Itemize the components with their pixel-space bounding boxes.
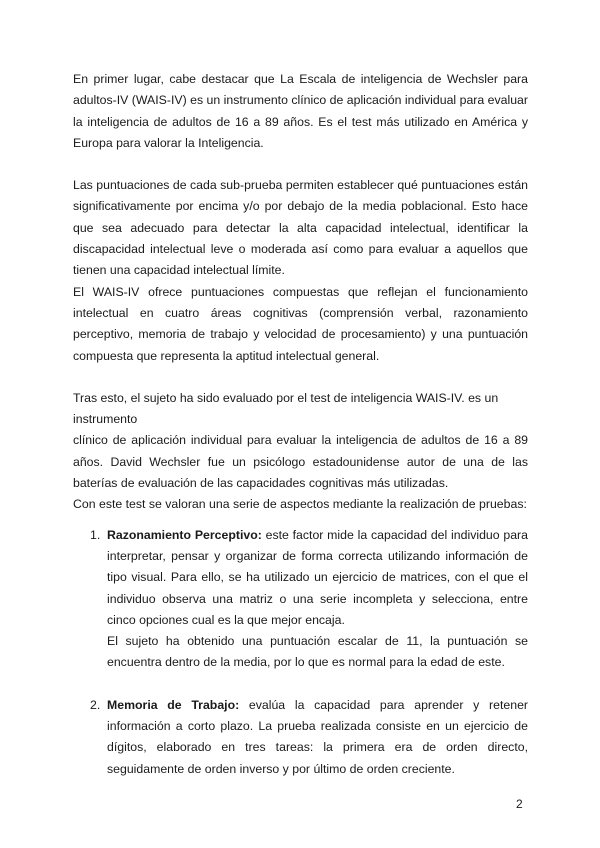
- list-item-title: Razonamiento Perceptivo:: [107, 527, 262, 542]
- list-item-result: El sujeto ha obtenido una puntuación escalar de 11, la puntuación se encuentra dentro de la media, por lo que es normal para la edad de este.: [107, 634, 528, 670]
- paragraph-intro: En primer lugar, cabe destacar que La Escala de inteligencia de Wechsler para adultos-IV (WAIS-IV) es un instrumento clínico de aplicación individual para evaluar la inteligencia de adultos de 16 a 89 años. Es el test más utilizado en América y Europa para valorar la Inteligencia.: [73, 72, 528, 150]
- list-item: [73, 695, 528, 780]
- paragraph-evaluation: clínico de aplicación individual para evaluar la inteligencia de adultos de 16 a 89 años. David Wechsler fue un psicólogo estadounidense autor de una de las baterías de evaluación de las capacidades cognitivas más utilizadas.: [73, 433, 528, 491]
- paragraph-tests-intro: Con este test se valoran una serie de aspectos mediante la realización de pruebas:: [73, 497, 527, 512]
- list-item-text: evalúa la capacidad para aprender y retener información a corto plazo. La prueba realizada consiste en un ejercicio de dígitos, elaborado en tres tareas: la primera era de orden directo, seguidamente de orden inverso y por último de orden creciente.: [107, 697, 528, 776]
- list-number: 1.: [90, 527, 101, 542]
- document-body: [73, 69, 528, 780]
- page-number: 2: [516, 797, 523, 811]
- list-item-text: este factor mide la capacidad del individuo para interpretar, pensar y organizar de forma correcta utilizando información de tipo visual. Para ello, se ha utilizado un ejercicio de matrices, con el que el individuo observa una matriz o una serie incompleta y selecciona, entre cinco opciones cual es la que mejor encaja.: [107, 527, 528, 627]
- list-item-title: Memoria de Trabajo:: [107, 697, 240, 712]
- list-number: 2.: [90, 697, 101, 712]
- paragraph-evaluation-start: Tras esto, el sujeto ha sido evaluado por el test de inteligencia WAIS-IV. es un instrumento: [73, 390, 499, 427]
- list-item: [73, 525, 528, 674]
- test-list: [73, 525, 528, 780]
- paragraph-composite: El WAIS-IV ofrece puntuaciones compuestas que reflejan el funcionamiento intelectual en cuatro áreas cognitivas (comprensión verbal, razonamiento perceptivo, memoria de trabajo y velocidad de procesamiento) y una puntuación compuesta que representa la aptitud intelectual general.: [73, 284, 528, 363]
- paragraph-scores: Las puntuaciones de cada sub-prueba permiten establecer qué puntuaciones están significativamente por encima y/o por debajo de la media poblacional. Esto hace que sea adecuado para detectar la alta capacidad intelectual, identificar la discapacidad intelectual leve o moderada así como para evaluar a aquellos que tienen una capacidad intelectual límite.: [73, 178, 528, 278]
